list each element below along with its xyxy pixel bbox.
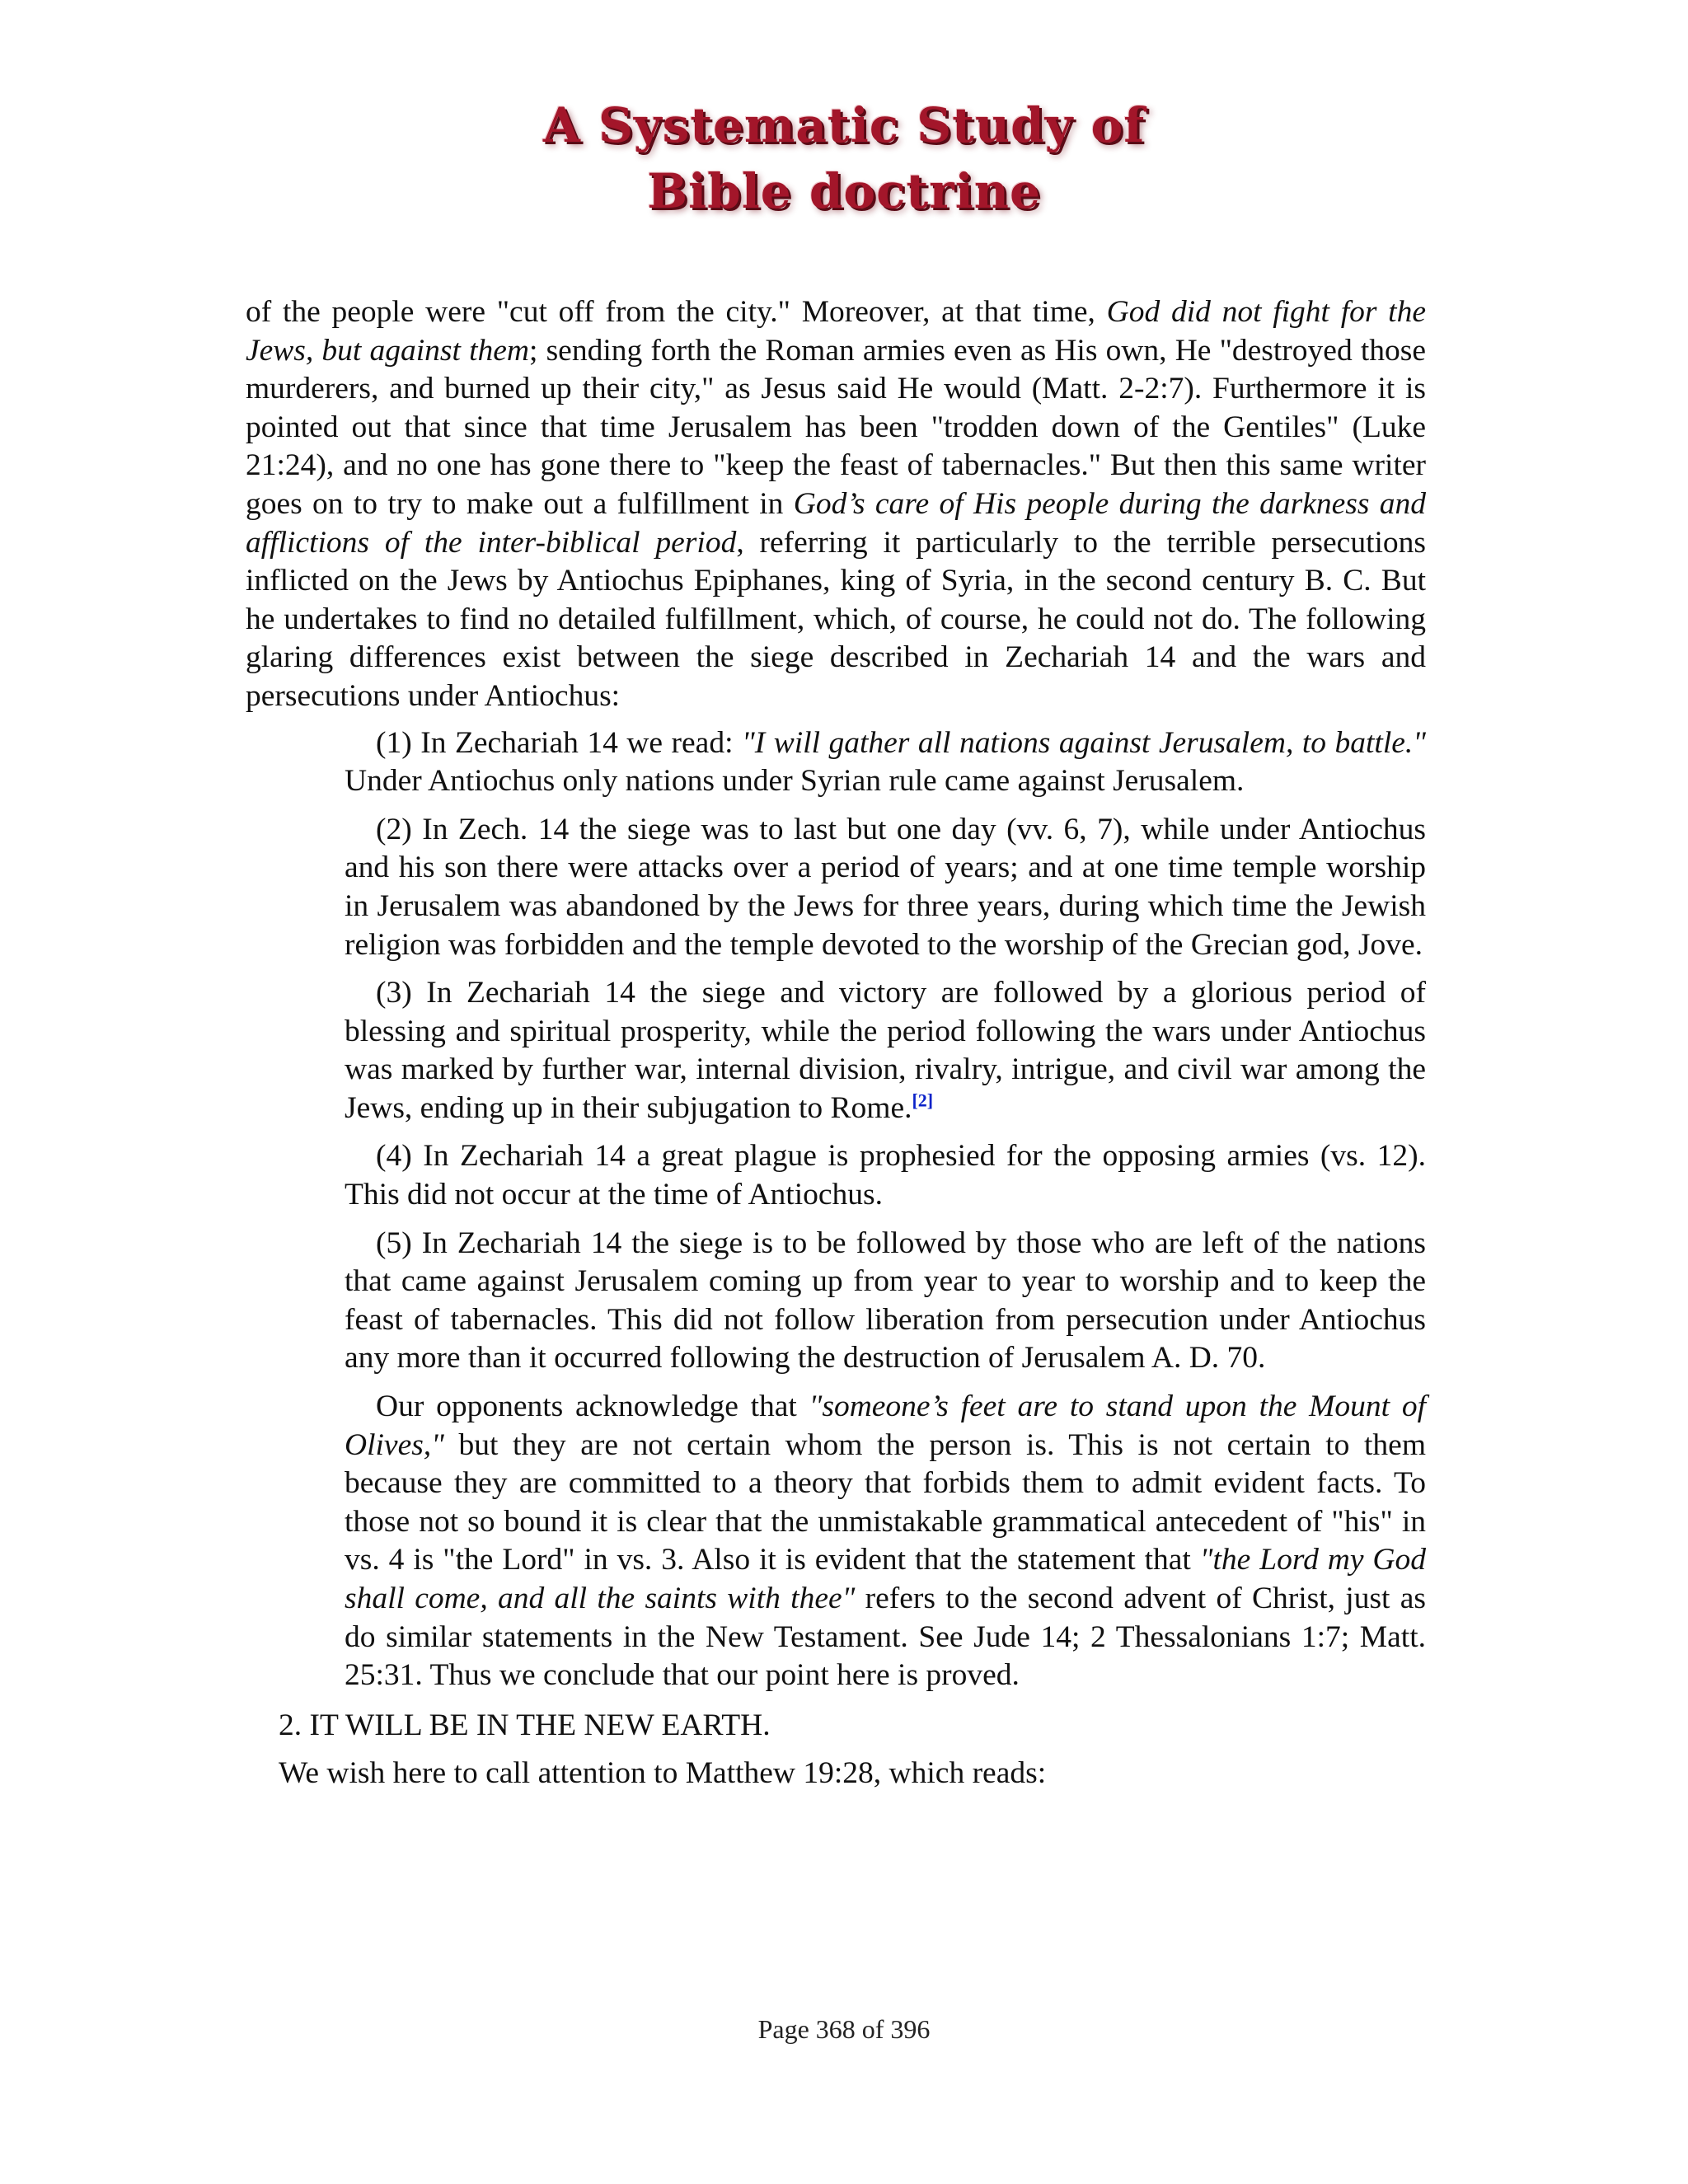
conclusion-text-2: but they are not certain whom the person is. This is not certain to them because they are committed to a theory that forbids them to admit evident facts. To those not so bound it is clear that the unmistakable grammatical antecedent of "his" in vs. 4 is "the Lord" in vs. 3. Also it is evident that the statement that — [345, 1427, 1426, 1577]
banner-line-2: Bible doctrine — [647, 163, 1041, 219]
banner-line-1: A Systematic Study of — [542, 97, 1146, 153]
intro-text-3: , referring it particularly to the terrible persecutions inflicted on the Jews by Antiochus Epiphanes, king of Syria, in the second century B. C. But he undertakes to find no detailed fulfillment, which, of course, he could not do. The following glaring differences exist between the siege described in Zechariah 14 and the wars and persecutions under Antiochus: — [246, 525, 1426, 713]
intro-text-1: of the people were "cut off from the city." Moreover, at that time, — [246, 295, 1107, 329]
page-number: Page 368 of 396 — [757, 2014, 931, 2044]
banner-title — [0, 92, 1688, 224]
difference-item-4: (4) In Zechariah 14 a great plague is prophesied for the opposing armies (vs. 12). This did not occur at the time of Antiochus. — [345, 1139, 1426, 1212]
intro-paragraph — [246, 293, 1426, 716]
intro-text-2: ; sending forth the Roman armies even as His own, He "destroyed those murderers, and burned up their city," as Jesus said He would (Matt. 2-2:7). Furthermore it is pointed out that since that time Jerusalem has been "trodden down of the Gentiles" (Luke 21:24), and no one has gone there to "keep the feast of tabernacles." But then this same writer goes on to try to make out a fulfillment in — [246, 333, 1427, 521]
conclusion-paragraph — [345, 1388, 1426, 1695]
footnote-link-2[interactable]: [2] — [912, 1090, 934, 1111]
difference-item-1 — [345, 724, 1426, 801]
item-3-text: (3) In Zechariah 14 the siege and victory are followed by a glorious period of blessing and spiritual prosperity, while the period following the wars under Antiochus was marked by further war, internal division, rivalry, intrigue, and civil war among the Jews, ending up in their subjugation to Rome. — [345, 976, 1426, 1125]
intro-italic-2: God’s care of His people during the darkness and afflictions of the inter-biblical period — [246, 486, 1426, 560]
item-1-text-2: Under Antiochus only nations under Syrian rule came against Jerusalem. — [345, 764, 1245, 799]
difference-item-3 — [345, 974, 1426, 1127]
difference-item-2: (2) In Zech. 14 the siege was to last but one day (vv. 6, 7), while under Antiochus and his son there were attacks over a period of years; and at one time temple worship in Jerusalem was abandoned by the Jews for three years, during which time the Jewish religion was forbidden and the temple devoted to the worship of the Grecian god, Jove. — [345, 812, 1426, 962]
closing-line: We wish here to call attention to Matthew 19:28, which reads: — [279, 1756, 1047, 1791]
conclusion-text-3: refers to the second advent of Christ, just as do similar statements in the New Testament. See Jude 14; 2 Thessalonians 1:7; Matt. 25:31. Thus we conclude that our point here is proved. — [345, 1582, 1426, 1693]
difference-item-5: (5) In Zechariah 14 the siege is to be followed by those who are left of the nations that came against Jerusalem coming up from year to year to worship and to keep the feast of tabernacles. This did not follow liberation from persecution under Antiochus any more than it occurred following the destruction of Jerusalem A. D. 70. — [345, 1226, 1426, 1376]
footnote-ref — [912, 1090, 933, 1110]
conclusion-quote-2: "the Lord my God shall come, and all the saints with thee" — [345, 1543, 1426, 1615]
item-1-quote: "I will gather all nations against Jerusalem, to battle." — [742, 725, 1427, 760]
section-heading: 2. IT WILL BE IN THE NEW EARTH. — [279, 1708, 771, 1742]
item-1-text-1: (1) In Zechariah 14 we read: — [376, 725, 742, 760]
body-text — [246, 293, 1426, 1803]
conclusion-quote-1: "someone’s feet are to stand upon the Mount of Olives," — [345, 1390, 1426, 1462]
conclusion-text-1: Our opponents acknowledge that — [376, 1390, 809, 1424]
intro-italic-1: God did not fight for the Jews, but against them — [246, 295, 1426, 368]
